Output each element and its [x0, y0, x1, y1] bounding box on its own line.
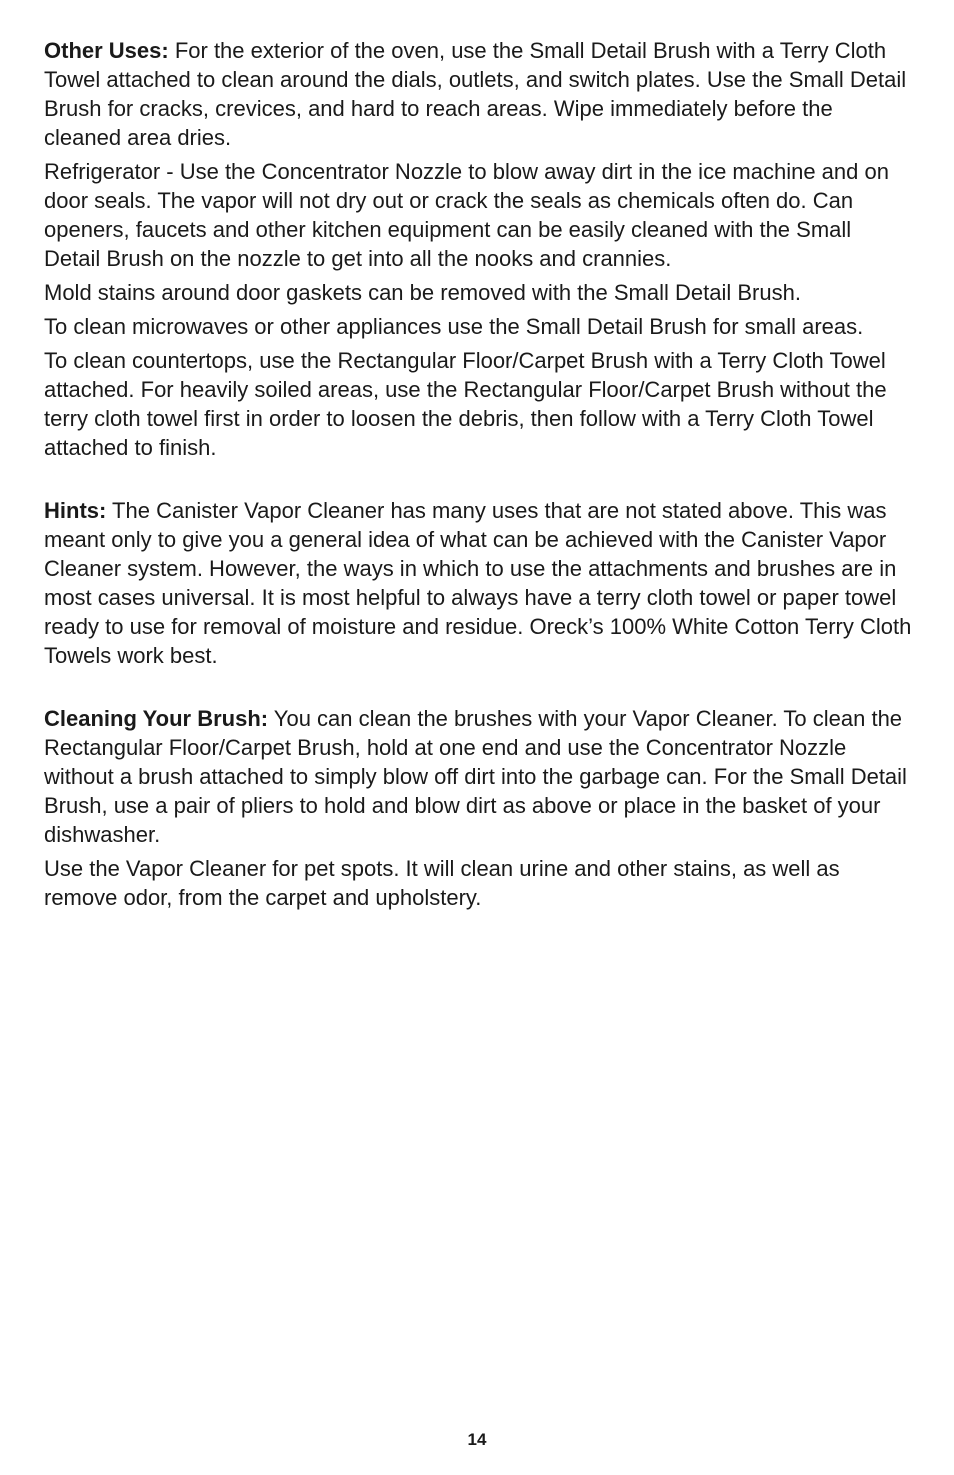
- hints-heading: Hints:: [44, 498, 107, 523]
- page-number: 14: [467, 1430, 487, 1449]
- microwaves-paragraph: To clean microwaves or other appliances use the Small Detail Brush for small areas.: [44, 314, 864, 339]
- pet-spots-paragraph: Use the Vapor Cleaner for pet spots. It will clean urine and other stains, as well as remove odor, from the carpet and upholstery.: [44, 856, 840, 910]
- other-uses-text: For the exterior of the oven, use the Small Detail Brush with a Terry Cloth Towel attached to clean around the dials, outlets, and switch plates. Use the Small Detail Brush for cracks, crevices, and hard to reach areas. Wipe immediately before the cleaned area dries.: [44, 38, 907, 150]
- cleaning-brush-text: You can clean the brushes with your Vapor Cleaner. To clean the Rectangular Floor/Carpet Brush, hold at one end and use the Concentrator Nozzle without a brush attached to simply blow off dirt into the garbage can. For the Small Detail Brush, use a pair of pliers to hold and blow dirt as above or place in the basket of your dishwasher.: [44, 706, 907, 847]
- other-uses-paragraph: [44, 36, 912, 152]
- refrigerator-paragraph: Refrigerator - Use the Concentrator Nozzle to blow away dirt in the ice machine and on door seals. The vapor will not dry out or crack the seals as chemicals often do. Can openers, faucets and other kitchen equipment can be easily cleaned with the Small Detail Brush on the nozzle to get into all the nooks and crannies.: [44, 159, 889, 271]
- hints-paragraph: [44, 496, 912, 670]
- cleaning-brush-paragraph: [44, 704, 912, 849]
- mold-paragraph: Mold stains around door gaskets can be removed with the Small Detail Brush.: [44, 280, 801, 305]
- page-content: [44, 36, 912, 917]
- other-uses-heading: Other Uses:: [44, 38, 169, 63]
- cleaning-brush-heading: Cleaning Your Brush:: [44, 706, 269, 731]
- countertops-paragraph: To clean countertops, use the Rectangular Floor/Carpet Brush with a Terry Cloth Towel attached. For heavily soiled areas, use the Rectangular Floor/Carpet Brush without the terry cloth towel first in order to loosen the debris, then follow with a Terry Cloth Towel attached to finish.: [44, 348, 887, 460]
- hints-text: The Canister Vapor Cleaner has many uses that are not stated above. This was meant only to give you a general idea of what can be achieved with the Canister Vapor Cleaner system. However, the ways in which to use the attachments and brushes are in most cases universal. It is most helpful to always have a terry cloth towel or paper towel ready to use for removal of moisture and residue. Oreck’s 100% White Cotton Terry Cloth Towels work best.: [44, 498, 912, 668]
